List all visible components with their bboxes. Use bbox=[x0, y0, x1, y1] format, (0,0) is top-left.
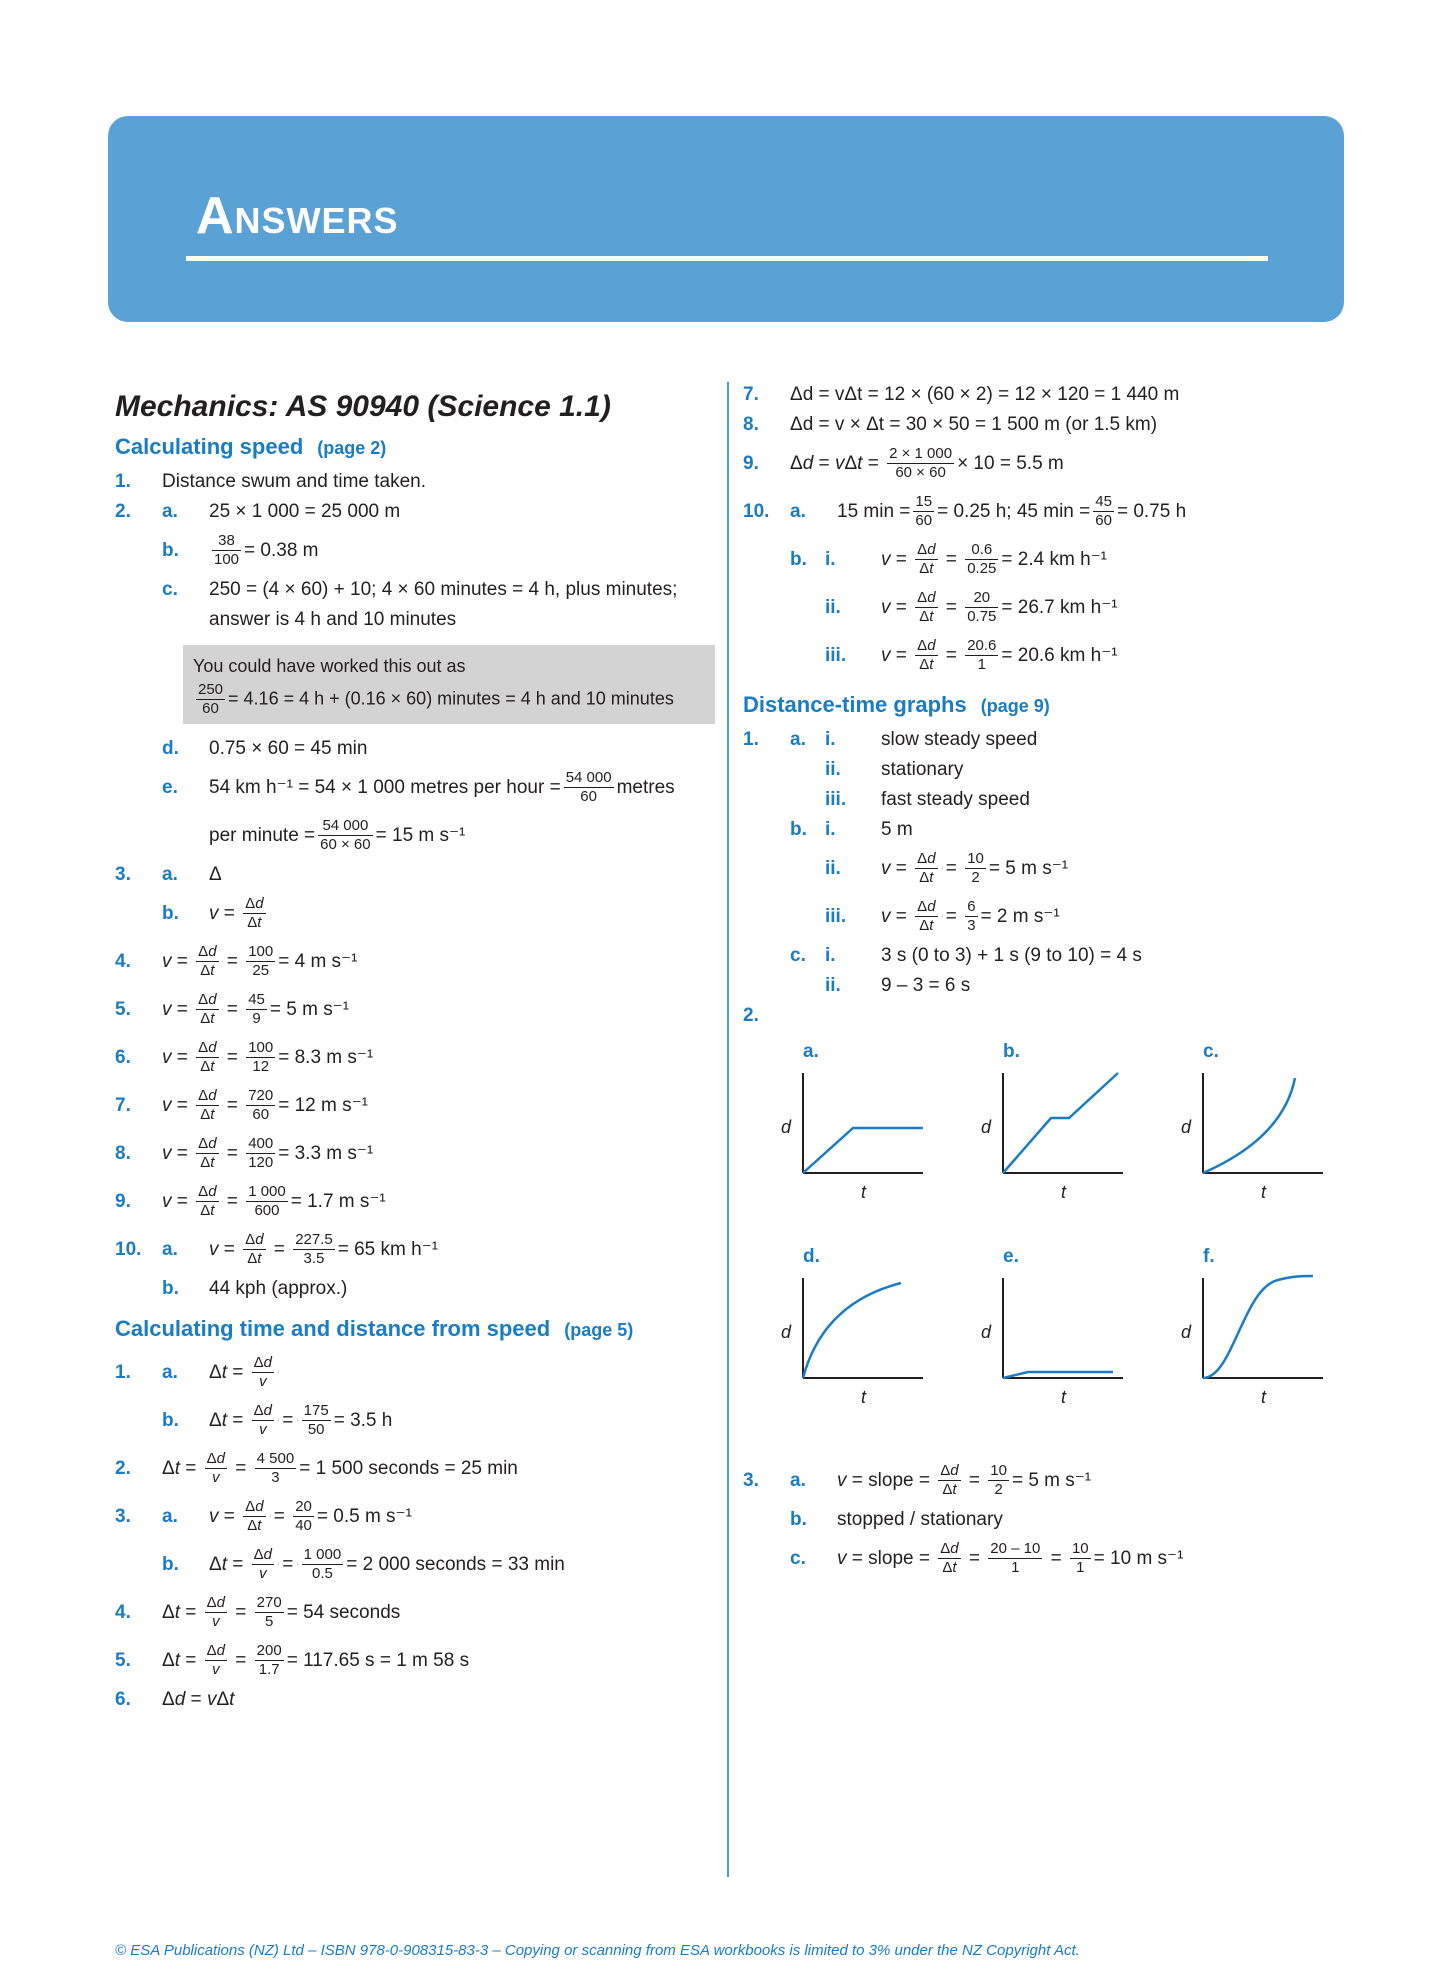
graph-answer-1bi: b. i. 5 m bbox=[790, 819, 913, 840]
svg-text:t: t bbox=[1061, 1387, 1067, 1407]
time-answer-3b: b. Δt = $\frac{\Delta d}{v}$ = $\frac{1 000}{0.5}$ = 2 000 seconds = 33 min bbox=[162, 1546, 565, 1583]
time-answer-6: 6. Δd = vΔt bbox=[115, 1689, 235, 1710]
graph-answer-1cii: ii. 9 – 3 = 6 s bbox=[825, 975, 971, 996]
time-answer-10biii: iii. v = $\frac{\Delta d}{\Delta t}$ = $\frac{20.6}{1}$ = 20.6 km h⁻¹ bbox=[825, 637, 1118, 674]
graph-answer-3b: b. stopped / stationary bbox=[790, 1509, 1003, 1530]
svg-text:t: t bbox=[1261, 1182, 1267, 1202]
graph-answer-3c: c. v = slope = $\frac{\Delta d}{\Delta t}$ = $\frac{20 - 10}{1}$ = $\frac{10}{1}$ = 10 m s⁻¹ bbox=[790, 1540, 1184, 1577]
answer-8: 8. v = $\frac{\Delta d}{\Delta t}$ = $\frac{400}{120}$ = 3.3 m s⁻¹ bbox=[115, 1135, 374, 1172]
graph-answer-1aii: ii. stationary bbox=[825, 759, 964, 780]
time-answer-9: 9. Δd = vΔt = $\frac{2 \times 1 000}{60 \times 60}$ × 10 = 5.5 m bbox=[743, 445, 1064, 482]
time-answer-7: 7. Δd = vΔt = 12 × (60 × 2) = 12 × 120 = 1 440 m bbox=[743, 384, 1180, 405]
answer-2d: d. 0.75 × 60 = 45 min bbox=[162, 738, 368, 759]
graph-sketches bbox=[743, 1037, 1363, 1457]
note-box: You could have worked this out as $\frac{250}{60}$ = 4.16 = 4 h + (0.16 × 60) minutes = 4 h and 10 minutes bbox=[183, 645, 715, 724]
svg-text:t: t bbox=[1061, 1182, 1067, 1202]
time-heading: Calculating time and distance from speed (page 5) bbox=[115, 1316, 634, 1341]
time-answer-2: 2. Δt = $\frac{\Delta d}{v}$ = $\frac{4 500}{3}$ = 1 500 seconds = 25 min bbox=[115, 1450, 518, 1487]
time-answer-10a: 10. a. 15 min = $\frac{15}{60}$ = 0.25 h; 45 min = $\frac{45}{60}$ = 0.75 h bbox=[743, 493, 1187, 530]
time-answer-1a: 1. a. Δt = $\frac{\Delta d}{v}$ bbox=[115, 1354, 273, 1391]
graph-answer-1ai: 1. a. i. slow steady speed bbox=[743, 729, 1038, 750]
answer-2a: 2. a. 25 × 1 000 = 25 000 m bbox=[115, 501, 401, 522]
graph-a: a. d t bbox=[773, 1037, 943, 1227]
graph-b: b. d t bbox=[973, 1037, 1143, 1227]
graph-d: d. d t bbox=[773, 1242, 943, 1432]
copyright-footer: © ESA Publications (NZ) Ltd – ISBN 978-0-908315-83-3 – Copying or scanning from ESA workbooks is limited to 3% under the NZ Copyright Act. bbox=[115, 1942, 1080, 1959]
svg-text:d: d bbox=[781, 1322, 792, 1342]
graph-answer-1biii: iii. v = $\frac{\Delta d}{\Delta t}$ = $\frac{6}{3}$ = 2 m s⁻¹ bbox=[825, 898, 1060, 935]
svg-text:d: d bbox=[781, 1117, 792, 1137]
answer-9: 9. v = $\frac{\Delta d}{\Delta t}$ = $\frac{1 000}{600}$ = 1.7 m s⁻¹ bbox=[115, 1183, 386, 1220]
answer-7: 7. v = $\frac{\Delta d}{\Delta t}$ = $\frac{720}{60}$ = 12 m s⁻¹ bbox=[115, 1087, 368, 1124]
answer-1: 1. Distance swum and time taken. bbox=[115, 471, 427, 492]
answer-2e: e. 54 km h⁻¹ = 54 × 1 000 metres per hour = $\frac{54 000}{60}$ metres bbox=[162, 769, 675, 806]
speed-heading: Calculating speed (page 2) bbox=[115, 434, 387, 459]
svg-text:d: d bbox=[981, 1117, 992, 1137]
answer-5: 5. v = $\frac{\Delta d}{\Delta t}$ = $\frac{45}{9}$ = 5 m s⁻¹ bbox=[115, 991, 350, 1028]
answer-4: 4. v = $\frac{\Delta d}{\Delta t}$ = $\frac{100}{25}$ = 4 m s⁻¹ bbox=[115, 943, 358, 980]
svg-text:t: t bbox=[1261, 1387, 1267, 1407]
answer-3a: 3. a. Δ bbox=[115, 864, 222, 885]
svg-text:t: t bbox=[861, 1182, 867, 1202]
svg-text:d: d bbox=[1181, 1322, 1192, 1342]
graphs-heading: Distance-time graphs (page 9) bbox=[743, 692, 1050, 717]
graph-answer-1bii: ii. v = $\frac{\Delta d}{\Delta t}$ = $\frac{10}{2}$ = 5 m s⁻¹ bbox=[825, 850, 1069, 887]
graph-answer-1aiii: iii. fast steady speed bbox=[825, 789, 1030, 810]
speed-items bbox=[115, 938, 715, 1226]
time-answer-4: 4. Δt = $\frac{\Delta d}{v}$ = $\frac{270}{5}$ = 54 seconds bbox=[115, 1594, 401, 1631]
time-answer-5: 5. Δt = $\frac{\Delta d}{v}$ = $\frac{200}{1.7}$ = 117.65 s = 1 m 58 s bbox=[115, 1642, 470, 1679]
column-divider bbox=[727, 382, 729, 1877]
answer-10b: b. 44 kph (approx.) bbox=[162, 1278, 348, 1299]
graph-answer-3a: 3. a. v = slope = $\frac{\Delta d}{\Delta t}$ = $\frac{10}{2}$ = 5 m s⁻¹ bbox=[743, 1462, 1092, 1499]
answer-2c-cont: answer is 4 h and 10 minutes bbox=[209, 609, 457, 630]
answer-3b: b. v = $\frac{\Delta d}{\Delta t}$ bbox=[162, 895, 264, 932]
svg-text:d: d bbox=[1181, 1117, 1192, 1137]
page-title: Answers bbox=[196, 187, 399, 245]
time-answer-3a: 3. a. v = $\frac{\Delta d}{\Delta t}$ = $\frac{20}{40}$ = 0.5 m s⁻¹ bbox=[115, 1498, 412, 1535]
svg-text:t: t bbox=[861, 1387, 867, 1407]
left-column bbox=[115, 380, 715, 1715]
svg-text:d: d bbox=[981, 1322, 992, 1342]
time-answer-10bii: ii. v = $\frac{\Delta d}{\Delta t}$ = $\frac{20}{0.75}$ = 26.7 km h⁻¹ bbox=[825, 589, 1118, 626]
answer-6: 6. v = $\frac{\Delta d}{\Delta t}$ = $\frac{100}{12}$ = 8.3 m s⁻¹ bbox=[115, 1039, 374, 1076]
header-banner bbox=[108, 116, 1344, 322]
time-answer-8: 8. Δd = v × Δt = 30 × 50 = 1 500 m (or 1.5 km) bbox=[743, 414, 1158, 435]
graph-answer-1ci: c. i. 3 s (0 to 3) + 1 s (9 to 10) = 4 s bbox=[790, 945, 1142, 966]
graph-e: e. d t bbox=[973, 1242, 1143, 1432]
graph-c: c. d t bbox=[1173, 1037, 1343, 1227]
right-column bbox=[743, 380, 1363, 1583]
graph-f: f. d t bbox=[1173, 1242, 1343, 1432]
graph-answer-2: 2. bbox=[743, 1005, 759, 1026]
answer-2c: c. 250 = (4 × 60) + 10; 4 × 60 minutes = 4 h, plus minutes; bbox=[162, 579, 678, 600]
answer-2e-cont: per minute = $\frac{54 000}{60 \times 60}$ = 15 m s⁻¹ bbox=[209, 817, 466, 854]
answer-2b: b. $\frac{38}{100}$ = 0.38 m bbox=[162, 532, 319, 569]
section-title: Mechanics: AS 90940 (Science 1.1) bbox=[115, 390, 611, 423]
title-underline bbox=[186, 256, 1268, 261]
time-answer-10bi: b. i. v = $\frac{\Delta d}{\Delta t}$ = $\frac{0.6}{0.25}$ = 2.4 km h⁻¹ bbox=[790, 541, 1107, 578]
answer-10a: 10. a. v = $\frac{\Delta d}{\Delta t}$ = $\frac{227.5}{3.5}$ = 65 km h⁻¹ bbox=[115, 1231, 439, 1268]
time-answer-1b: b. Δt = $\frac{\Delta d}{v}$ = $\frac{175}{50}$ = 3.5 h bbox=[162, 1402, 393, 1439]
